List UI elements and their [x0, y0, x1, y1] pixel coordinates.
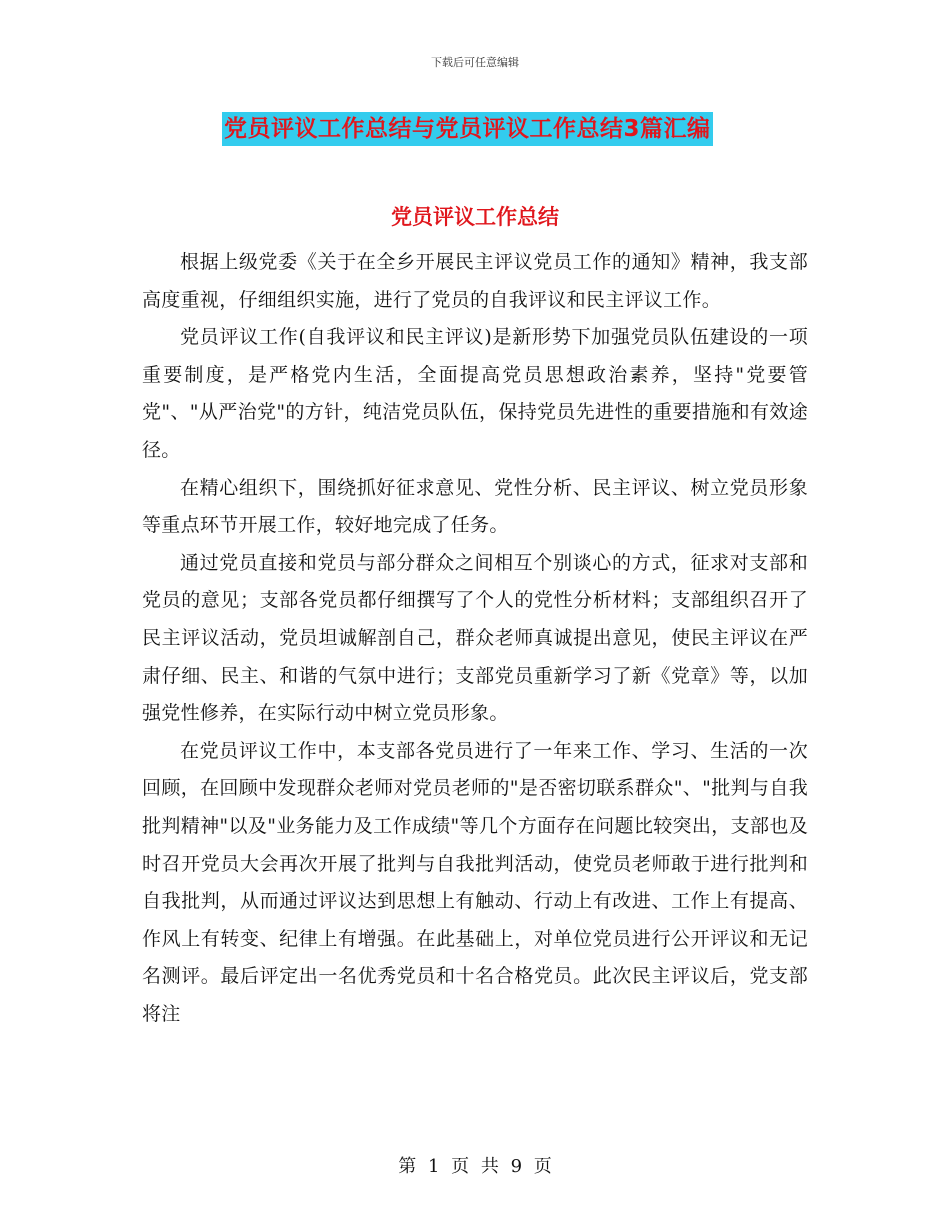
page-header-note: 下载后可任意编辑: [431, 56, 519, 69]
paragraph-3: 在精心组织下，围绕抓好征求意见、党性分析、民主评议、树立党员形象等重点环节开展工作，较好地完成了任务。: [142, 476, 808, 537]
section-title: 党员评议工作总结: [391, 205, 559, 229]
document-body: [142, 244, 808, 1033]
paragraph-5: 在党员评议工作中，本支部各党员进行了一年来工作、学习、生活的一次回顾，在回顾中发现群众老师对党员老师的"是否密切联系群众"、"批判与自我批判精神"以及"业务能力及工作成绩"等几个方面存在问题比较突出，支部也及时召开党员大会再次开展了批判与自我批判活动，使党员老师敢于进行批判和自我批判，从而通过评议达到思想上有触动、行动上有改进、工作上有提高、作风上有转变、纪律上有增强。在此基础上，对单位党员进行公开评议和无记名测评。最后评定出一名优秀党员和十名合格党员。此次民主评议后，党支部将注: [142, 739, 808, 1025]
paragraph-1: 根据上级党委《关于在全乡开展民主评议党员工作的通知》精神，我支部高度重视，仔细组织实施，进行了党员的自我评议和民主评议工作。: [142, 251, 808, 311]
paragraph-4: 通过党员直接和党员与部分群众之间相互个别谈心的方式，征求对支部和党员的意见；支部各党员都仔细撰写了个人的党性分析材料；支部组织召开了民主评议活动，党员坦诚解剖自己，群众老师真诚提出意见，使民主评议在严肃仔细、民主、和谐的气氛中进行；支部党员重新学习了新《党章》等，以加强党性修养，在实际行动中树立党员形象。: [142, 551, 808, 725]
page-footer-number: 第 1 页 共 9 页: [398, 1156, 552, 1177]
paragraph-2: 党员评议工作(自我评议和民主评议)是新形势下加强党员队伍建设的一项重要制度，是严格党内生活，全面提高党员思想政治素养，坚持"党要管党"、"从严治党"的方针，纯洁党员队伍，保持党员先进性的重要措施和有效途径。: [142, 326, 808, 461]
main-title-container: [222, 112, 713, 146]
main-title: 党员评议工作总结与党员评议工作总结3篇汇编: [222, 112, 713, 146]
